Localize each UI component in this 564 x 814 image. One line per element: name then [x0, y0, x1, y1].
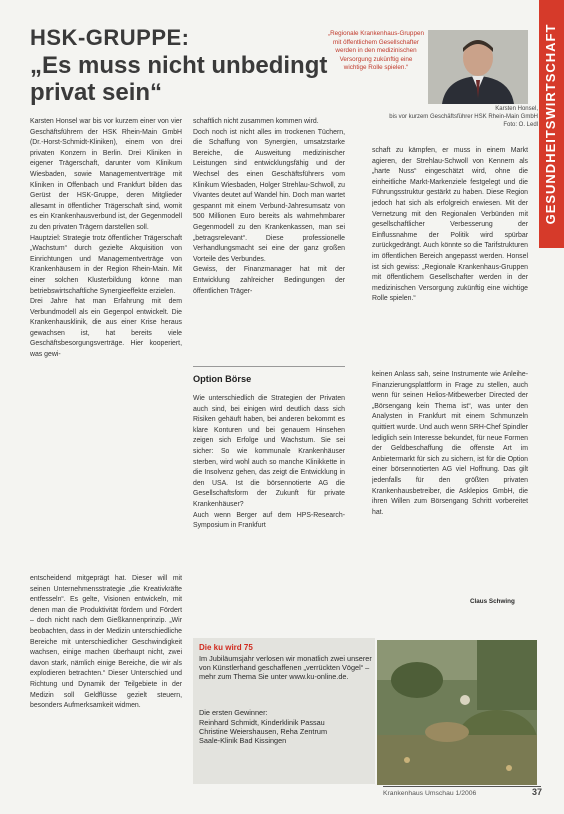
column-1-top — [30, 117, 182, 542]
box-winner: Christine Weiershausen, Reha Zentrum — [199, 727, 328, 736]
paragraph: Wie unterschiedlich die Strategien der Privaten auch sind, bei einigen wird deutlich dass sich Risiken gehäuft haben, bei anderen bekommt es klare Konturen und bei genauem Hinsehen zeigen sich Erfolge und Wachstum. Sie sei sicher: So wie kommunale Krankenhäuser sterben, wird wohl auch so manche Klinikkette in die Insolvenz gehen, das zeigt die Entwicklung in den USA. Ist die börsennotierte AG die Gesellschaftsform der Zukunft für private Krankenhäuser? — [193, 395, 345, 508]
footer-publication: Krankenhaus Umschau 1/2006 — [383, 790, 477, 797]
paragraph: Auch wenn Berger auf dem HPS-Research-Symposium in Frankfurt — [193, 511, 345, 530]
section-divider — [193, 366, 345, 367]
garden-photo — [377, 640, 537, 785]
box-winner: Reinhard Schmidt, Kinderklinik Passau — [199, 718, 325, 727]
caption-name: Karsten Honsel, — [495, 106, 538, 112]
paragraph: Doch noch ist nicht alles im trockenen Tüchern, die Schaffung von Synergien, umsatzstarke Bereiche, die Ausweitung medizinischer Leistungen sind entwicklungsfähig und der Wechsel des einen Geschäftsführers vom Klinikum Wiesbaden, Holger Strehlau-Schwoll, zu Vivantes deutet auf Wandel hin. Doch man wartet gespannt mit einem Verbund-Jahresumsatz von 500 Millionen Euro bereits als wahrnehmbarer Gegenmodell zu den Krankenkassen, man sei „betragsrelevant“. Diese professionelle Verhandlungsmacht sei eine der ganz großen Vorteile des Verbundes. — [193, 128, 345, 263]
paragraph: schaftlich nicht zusammen kommen wird. — [193, 118, 319, 125]
paragraph: Karsten Honsel war bis vor kurzem einer von vier Geschäftsführern der HSK Rhein-Main GmbH (Dr.-Horst-Schmidt-Kliniken), einem von drei privaten Konzern in Berlin. Drei Kliniken in eigener Trägerschaft, darunter vom Klinikum Wiesbaden, sowie Managementverträge mit Kliniken in Offenbach und Frankfurt bilden das Gerüst der HSK-Gruppe, deren Mitglieder allesamt in öffentlicher Trägerschaft sind, womit es ein Krankenhausverbund ist, der Gegenmodell zu den privaten Trägern darstellen soll. — [30, 118, 182, 231]
box-winner: Saale-Klinik Bad Kissingen — [199, 736, 287, 745]
paragraph: Drei Jahre hat man Erfahrung mit dem Verbundmodell als ein Gegenpol entwickelt. Die Krankenhausklinik, die aus einer Krise heraus gewachsen ist, hat bereits viele Geschäftsbesorgungsverträge. Hier kooperiert, was gewi- — [30, 298, 182, 359]
page-number: 37 — [532, 787, 543, 797]
paragraph: entscheidend mitgeprägt hat. Dieser will mit seinen Unternehmensstrategie „die Kreativkräfte entfesseln“. Es gelte, Visionen entwickeln, mit denen man die Produktivität fördern und Fördert – doch nicht nach dem Gießkannenprinzip. „Wir beobachten, dass in der Medizin unterschiedliche Bereiche mit unterschiedlicher Geschwindigkeit wachsen, einige machen überhaupt nicht, zwei davon stark, nämlich einige Bereiche, die wir als explodieren betrachten.“ Dieser Unterschied und Richtung und Dynamik der Teilgebiete in der Medizin soll Geldflüsse gezielt steuern, besonders Aufmerksamkeit widmen. — [30, 575, 182, 710]
paragraph: Hauptziel: Strategie trotz öffentlicher Trägerschaft „Wachstum“ durch gezielte Akquisition von Einrichtungen und Managementverträge von Krankenhäusern in der Region Rhein-Main. Mit einer solchen Klusterbildung könne man betriebswirtschaftliche Synergieeffekte erzielen. — [30, 234, 182, 295]
box-winners-label: Die ersten Gewinner: — [199, 708, 268, 717]
box-text: Im Jubiläumsjahr verlosen wir monatlich zwei unserer von Künstlerhand geschaffenen „verrückten Vögel“ – mehr zum Thema Sie unter www.ku-online.de. — [199, 654, 372, 682]
photo-caption — [360, 106, 538, 129]
column-3-top — [372, 146, 528, 361]
pull-quote: „Regionale Krankenhaus-Gruppen mit öffentlichem Gesellschafter werden in den medizinischen Versorgung zukünftig eine wichtige Rolle spielen.“ — [328, 30, 424, 72]
column-3-bottom — [372, 370, 528, 608]
column-2-bottom — [193, 394, 345, 608]
headline-block — [30, 26, 340, 106]
info-box — [193, 638, 375, 784]
section-label: GESUNDHEITSWIRTSCHAFT — [543, 23, 558, 225]
section-title: Option Börse — [193, 374, 252, 384]
caption-credit: Foto: O. Ledl — [503, 121, 538, 128]
portrait-photo — [428, 30, 528, 104]
headline-kicker: HSK-GRUPPE: — [30, 25, 190, 50]
headline-title: „Es muss nicht unbedingt privat sein“ — [30, 52, 328, 106]
author-signature: Claus Schwing — [470, 598, 515, 605]
column-2-top — [193, 117, 345, 361]
paragraph: keinen Anlass sah, seine Instrumente wie Anleihe-Finanzierungsplattform in Frage zu stellen, auch wenn für seinen Helios-Mitbewerber Directed der „Börsengang kein Thema ist“, was unter den Analysten in Frankfurt mit einem Schmunzeln quittiert wurde. Und auch wenn SRH-Chef Spindler lediglich sein Interesse bekundet, für neue Formen der Geldbeschaffung die offenste Art im Anbietermarkt für sich zu sichern, ist für die Option einer börsennotierten AG viel Hoffnung. Das gilt jedenfalls für den größten privaten Krankenhausbetreiber, die Asklepios GmbH, die ihren Willen zum Börsengang Schritt vorbereitet hat. — [372, 371, 528, 516]
footer-rule — [383, 786, 541, 787]
column-1-bottom — [30, 574, 182, 784]
paragraph: schaft zu kämpfen, er muss in einem Markt agieren, der Strehlau-Schwoll von Kennern als „harte Nuss“ eingeschätzt wird, ohne die einheitliche Markt-Markenziele festgelegt und die Führungsstruktur gestärkt zu haben. Diese Region jedoch hat sich als erfolgreich erwiesen. Mit der Vernetzung mit den Regionalen Verbünden mit gesellschaftlicher Verbesserung der Einflussnahme der Politik wird spürbar zurückgedrängt. Auch könnte so die Tarifstrukturen im öffentlichen Bereich angepasst werden. Honsel ist sich gewiss: „Regionale Krankenhaus-Gruppen mit öffentlichem Gesellschafter werden in der medizinischen Versorgung zukünftig eine wichtige Rolle spielen.“ — [372, 147, 528, 303]
caption-role: bis vor kurzem Geschäftsführer HSK Rhein-Main GmbH — [389, 113, 538, 120]
box-heading: Die ku wird 75 — [199, 643, 253, 652]
paragraph: Gewiss, der Finanzmanager hat mit der Entwicklung zahlreicher Bedingungen der öffentlichen Träger- — [193, 266, 345, 295]
